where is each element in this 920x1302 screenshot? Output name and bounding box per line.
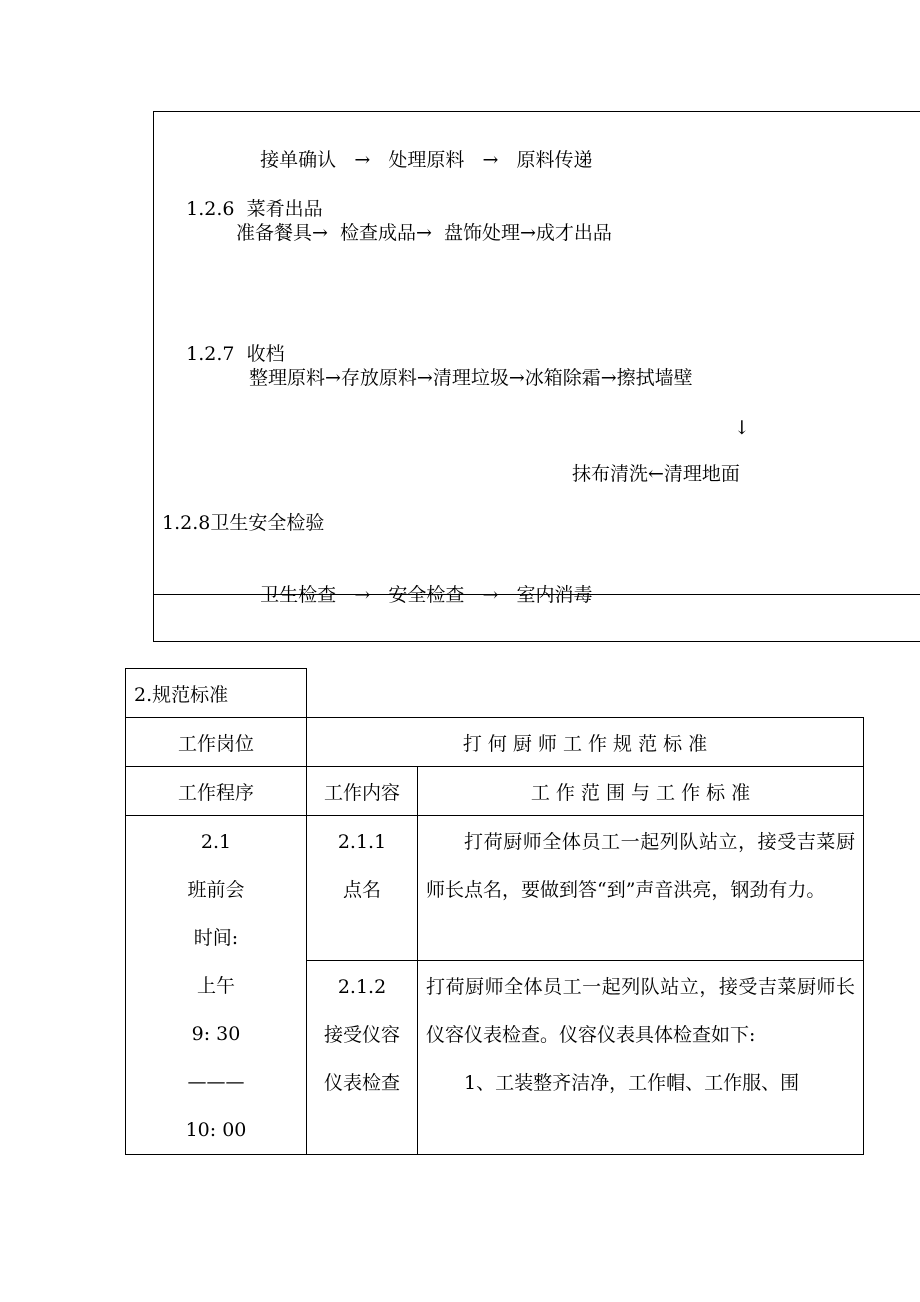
item-name: 接受仪容 [323,1024,400,1047]
header-label: 工作内容 [323,781,400,804]
arrow-icon: → [482,584,499,606]
procedure-line: 时间: [193,927,239,949]
section-title-cell [126,669,307,718]
procedure-line: ——— [187,1071,245,1093]
procedure-line: 班前会 [187,879,245,901]
down-arrow-icon: ↓ [734,417,750,439]
procedure-line: 2.1 [200,831,232,853]
flow-step: 原料传递 [516,149,593,171]
header-label: 工作程序 [177,781,254,804]
arrow-icon: → [354,149,371,171]
arrow-icon: → [354,584,371,606]
item-code: 2.1.1 [337,831,387,853]
header-label: 工 作 范 围 与 工 作 标 准 [530,781,751,804]
flow-step: 卫生检查 [260,584,337,606]
process-flow-box [153,111,920,642]
procedure-line: 10: 00 [185,1119,247,1141]
heading-title: 菜肴出品 [246,198,323,220]
serving-flow-row: 准备餐具→ 检查成品→ 盘饰处理→成才出品 [236,222,612,244]
flow-step: 处理原料 [388,149,465,171]
scope-cell-2-1-2 [418,961,864,1155]
col-content [307,767,418,816]
item-name: 仪表检查 [323,1072,400,1095]
flow-step: 室内消毒 [516,584,593,606]
col-procedure [126,767,307,816]
heading-number: 1.2.6 [186,198,235,220]
scope-text: 打荷厨师全体员工一起列队站立，接受吉菜厨师长仪容仪表检查。仪容仪表具体检查如下: [426,976,855,1047]
closing-flow-row: 整理原料→存放原料→清理垃圾→冰箱除霜→擦拭墙壁 [249,367,693,389]
heading-number: 1.2.7 [186,343,235,365]
scope-cell-2-1-1 [418,816,864,961]
section-title: 2.规范标准 [134,683,229,706]
arrow-icon: → [482,149,499,171]
post-label-cell [126,718,307,767]
heading-title: 收档 [246,343,285,365]
empty-cell [307,669,864,718]
post-label: 工作岗位 [177,732,254,755]
closing-flow-row-2: 抹布清洗←清理地面 [572,463,740,485]
post-value: 打 何 厨 师 工 作 规 范 标 准 [462,732,708,755]
item-code: 2.1.2 [337,976,387,999]
procedure-cell [126,816,307,1155]
content-cell-2-1-2 [307,961,418,1155]
procedure-line: 上午 [196,975,235,997]
procedure-line: 9: 30 [191,1023,241,1045]
flow-step: 安全检查 [388,584,465,606]
heading-1-2-8: 1.2.8卫生安全检验 [162,512,325,534]
standards-table [125,668,864,1155]
hygiene-flow-row [236,559,593,631]
col-scope [418,767,864,816]
post-value-cell [307,718,864,767]
item-name: 点名 [342,879,381,901]
scope-text: 1、工装整齐洁净，工作帽、工作服、围 [464,1072,800,1095]
content-cell-2-1-1 [307,816,418,961]
scope-text: 打荷厨师全体员工一起列队站立，接受吉菜厨师长点名，要做到答“到”声音洪亮，钢劲有力。 [426,831,855,901]
divider [154,594,920,595]
flow-step: 接单确认 [260,149,337,171]
